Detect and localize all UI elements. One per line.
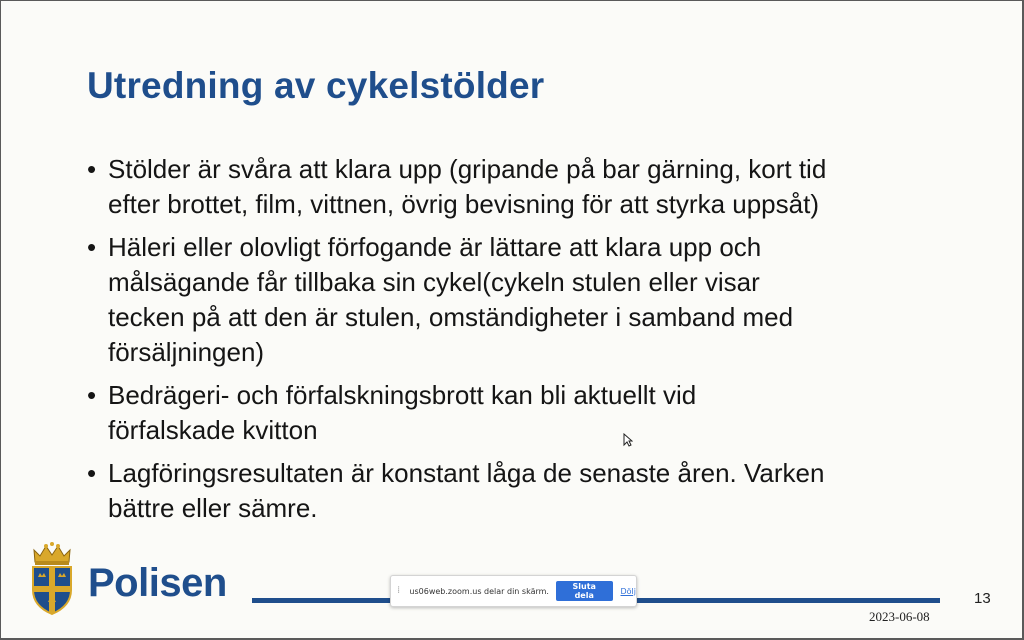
bullet-line: bättre eller sämre. <box>108 493 318 523</box>
screen-share-bar <box>390 575 637 607</box>
presentation-slide <box>1 1 1022 638</box>
bullet-line: Lagföringsresultaten är konstant låga de senaste åren. Varken <box>108 458 825 488</box>
bullet-line: målsägande får tillbaka sin cykel(cykeln stulen eller visar <box>108 267 760 297</box>
bullet-item <box>87 378 987 448</box>
bullet-line: efter brottet, film, vittnen, övrig bevisning för att styrka uppsåt) <box>108 189 819 219</box>
slide-title: Utredning av cykelstölder <box>87 65 545 106</box>
police-crest-icon <box>23 542 81 618</box>
bullet-line: Häleri eller olovligt förfogande är lättare att klara upp och <box>108 232 762 262</box>
bullet-list <box>87 152 987 526</box>
hide-link[interactable]: Dölj <box>620 586 636 596</box>
brand-logo-text: Polisen <box>88 561 227 605</box>
bullet-marker: • <box>87 380 97 410</box>
bullet-line: Stölder är svåra att klara upp (gripande på bar gärning, kort tid <box>108 154 827 184</box>
bullet-line: försäljningen) <box>108 337 265 367</box>
bullet-item <box>87 230 987 370</box>
mouse-cursor-icon <box>623 433 633 447</box>
bullet-marker: • <box>87 458 97 488</box>
page-number: 13 <box>974 590 991 607</box>
drag-handle-icon[interactable]: ⁞ <box>397 585 401 596</box>
bullet-marker: • <box>87 154 97 184</box>
bullet-line: förfalskade kvitton <box>108 415 318 445</box>
stop-sharing-button[interactable]: Sluta dela <box>556 581 613 601</box>
bullet-item <box>87 152 987 222</box>
bullet-line: tecken på att den är stulen, omständigheter i samband med <box>108 302 794 332</box>
bullet-line: Bedrägeri- och förfalskningsbrott kan bli aktuellt vid <box>108 380 697 410</box>
share-status-text: us06web.zoom.us delar din skärm. <box>409 586 549 596</box>
bullet-item <box>87 456 987 526</box>
bullet-marker: • <box>87 232 97 262</box>
slide-date: 2023-06-08 <box>869 609 930 624</box>
